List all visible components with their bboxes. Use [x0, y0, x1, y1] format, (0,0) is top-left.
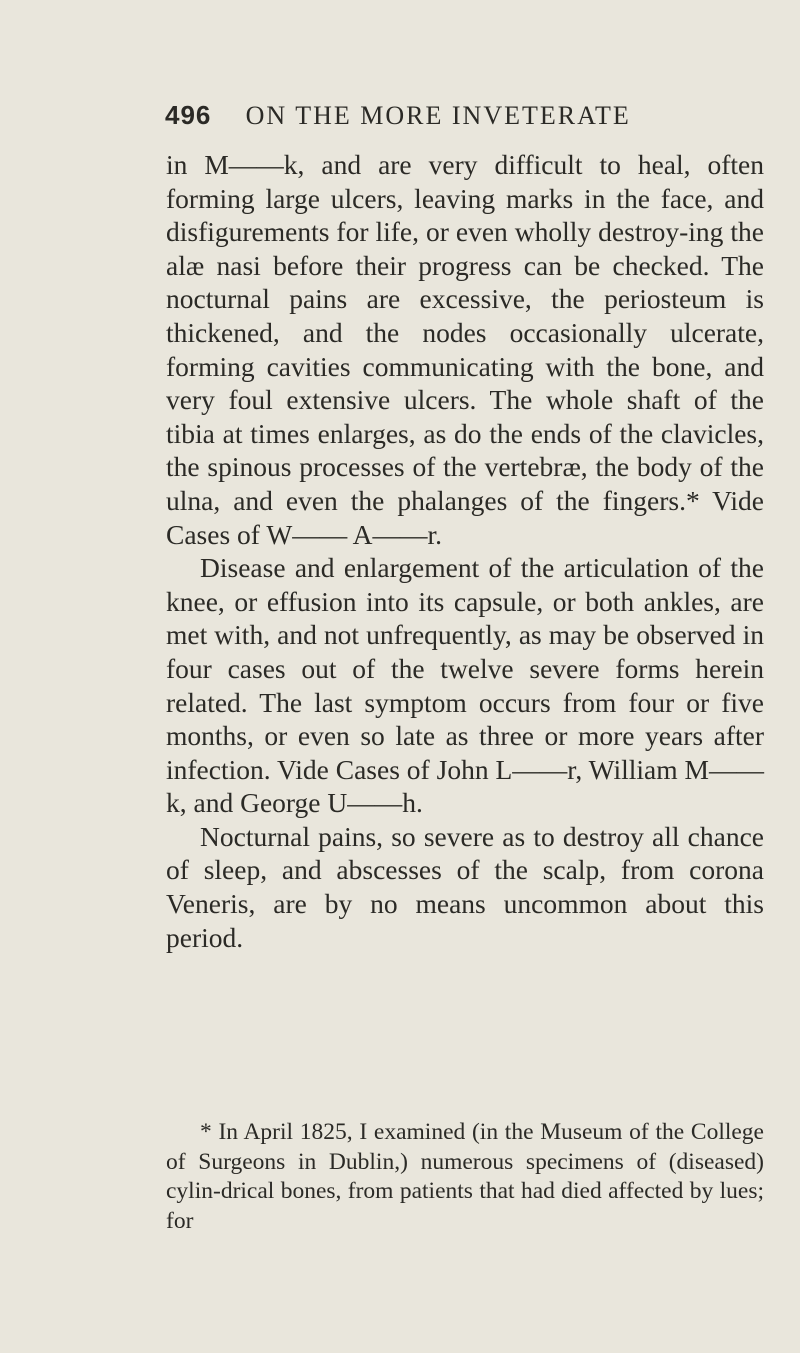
paragraph-knee-disease: Disease and enlargement of the articulation of the knee, or effusion into its capsule, or both ankles, are met with, and not unfrequently, as may be observed in four cases out of the twelve severe forms herein related. The last symptom occurs from four or five months, or even so late as three or more years after infection. Vide Cases of John L——r, William M——k, and George U——h.	[166, 552, 764, 819]
footnote: * In April 1825, I examined (in the Museum of the College of Surgeons in Dublin,) numerous specimens of (diseased) cylin-drical bones, from patients that had died affected by lues; for	[166, 1119, 764, 1234]
paragraph-continued: in M——k, and are very difficult to heal, often forming large ulcers, leaving marks in the face, and disfigurements for life, or even wholly destroy-ing the alæ nasi before their progress can be checked. The nocturnal pains are excessive, the periosteum is thickened, and the nodes occasionally ulcerate, forming cavities communicating with the bone, and very foul extensive ulcers. The whole shaft of the tibia at times enlarges, as do the ends of the clavicles, the spinous processes of the vertebræ, the body of the ulna, and even the phalanges of the fingers.* Vide Cases of W—— A——r.	[166, 149, 764, 550]
running-title: ON THE MORE INVETERATE	[245, 101, 631, 130]
page-number: 496	[165, 100, 212, 130]
paragraph-nocturnal-pains: Nocturnal pains, so severe as to destroy all chance of sleep, and abscesses of the scalp, from corona Veneris, are by no means uncommon about this period.	[166, 820, 764, 953]
body-text	[166, 148, 764, 954]
page-header	[165, 100, 760, 140]
